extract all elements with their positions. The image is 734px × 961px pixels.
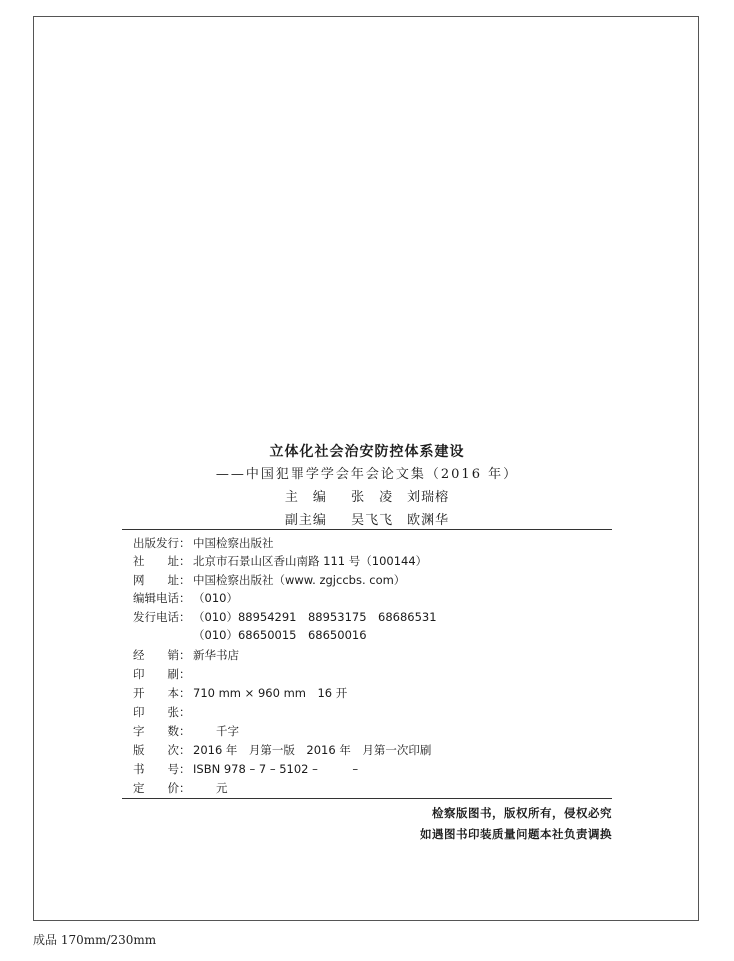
info-label: 定 价： [133, 781, 191, 795]
info-label: 编辑电话： [133, 591, 191, 605]
deputy-editors-line [0, 509, 734, 528]
info-value: 中国检察出版社 [193, 536, 274, 550]
info-row [133, 722, 239, 740]
info-label: 字 数： [133, 724, 191, 738]
top-divider [122, 529, 612, 530]
info-row [133, 626, 367, 644]
info-row [133, 779, 228, 797]
info-value: ISBN 978 – 7 – 5102 – – [193, 762, 359, 776]
info-label: 网 址： [133, 573, 191, 587]
info-value: 元 [193, 781, 228, 795]
info-label: 印 刷： [133, 667, 191, 681]
info-value: 千字 [193, 724, 239, 738]
info-value: 中国检察出版社（www. zgjccbs. com） [193, 573, 406, 587]
info-label: 社 址： [133, 554, 191, 568]
editors-line [0, 486, 734, 505]
info-value: 710 mm × 960 mm 16 开 [193, 686, 348, 700]
quality-notice: 如遇图书印装质量问题本社负责调换 [420, 827, 612, 841]
info-row [133, 741, 431, 759]
info-label: 印 张： [133, 705, 191, 719]
info-row [133, 684, 347, 702]
info-row [133, 552, 427, 570]
info-row [133, 534, 274, 552]
info-label: 出版发行： [133, 536, 191, 550]
info-label: 发行电话： [133, 610, 191, 624]
editor-names: 张 凌 刘瑞榕 [351, 490, 450, 505]
info-value: （010）68650015 68650016 [193, 628, 367, 642]
info-label: 经 销： [133, 648, 191, 662]
book-title: 立体化社会治安防控体系建设 [269, 444, 465, 460]
info-value: （010）88954291 88953175 68686531 [193, 610, 437, 624]
info-row [133, 760, 358, 778]
deputy-names: 吴飞飞 欧渊华 [351, 513, 450, 528]
bottom-divider [122, 798, 612, 799]
info-label: 开 本： [133, 686, 191, 700]
info-row [133, 589, 238, 607]
editor-label: 主 编 [284, 490, 327, 505]
trim-size-caption: 成品 170mm/230mm [33, 933, 157, 947]
info-value: 新华书店 [193, 648, 239, 662]
info-row [133, 608, 437, 626]
book-subtitle: ——中国犯罪学学会年会论文集（2016 年） [215, 467, 519, 482]
info-value: 北京市石景山区香山南路 111 号（100144） [193, 554, 428, 568]
info-row [133, 665, 193, 683]
deputy-label: 副主编 [284, 513, 327, 528]
copyright-notice: 检察版图书，版权所有，侵权必究 [432, 806, 612, 820]
info-row [133, 646, 239, 664]
info-value: 2016 年 月第一版 2016 年 月第一次印刷 [193, 743, 432, 757]
info-label: 版 次： [133, 743, 191, 757]
info-row [133, 571, 405, 589]
info-row [133, 703, 193, 721]
info-value: （010） [193, 591, 238, 605]
info-label: 书 号： [133, 762, 191, 776]
